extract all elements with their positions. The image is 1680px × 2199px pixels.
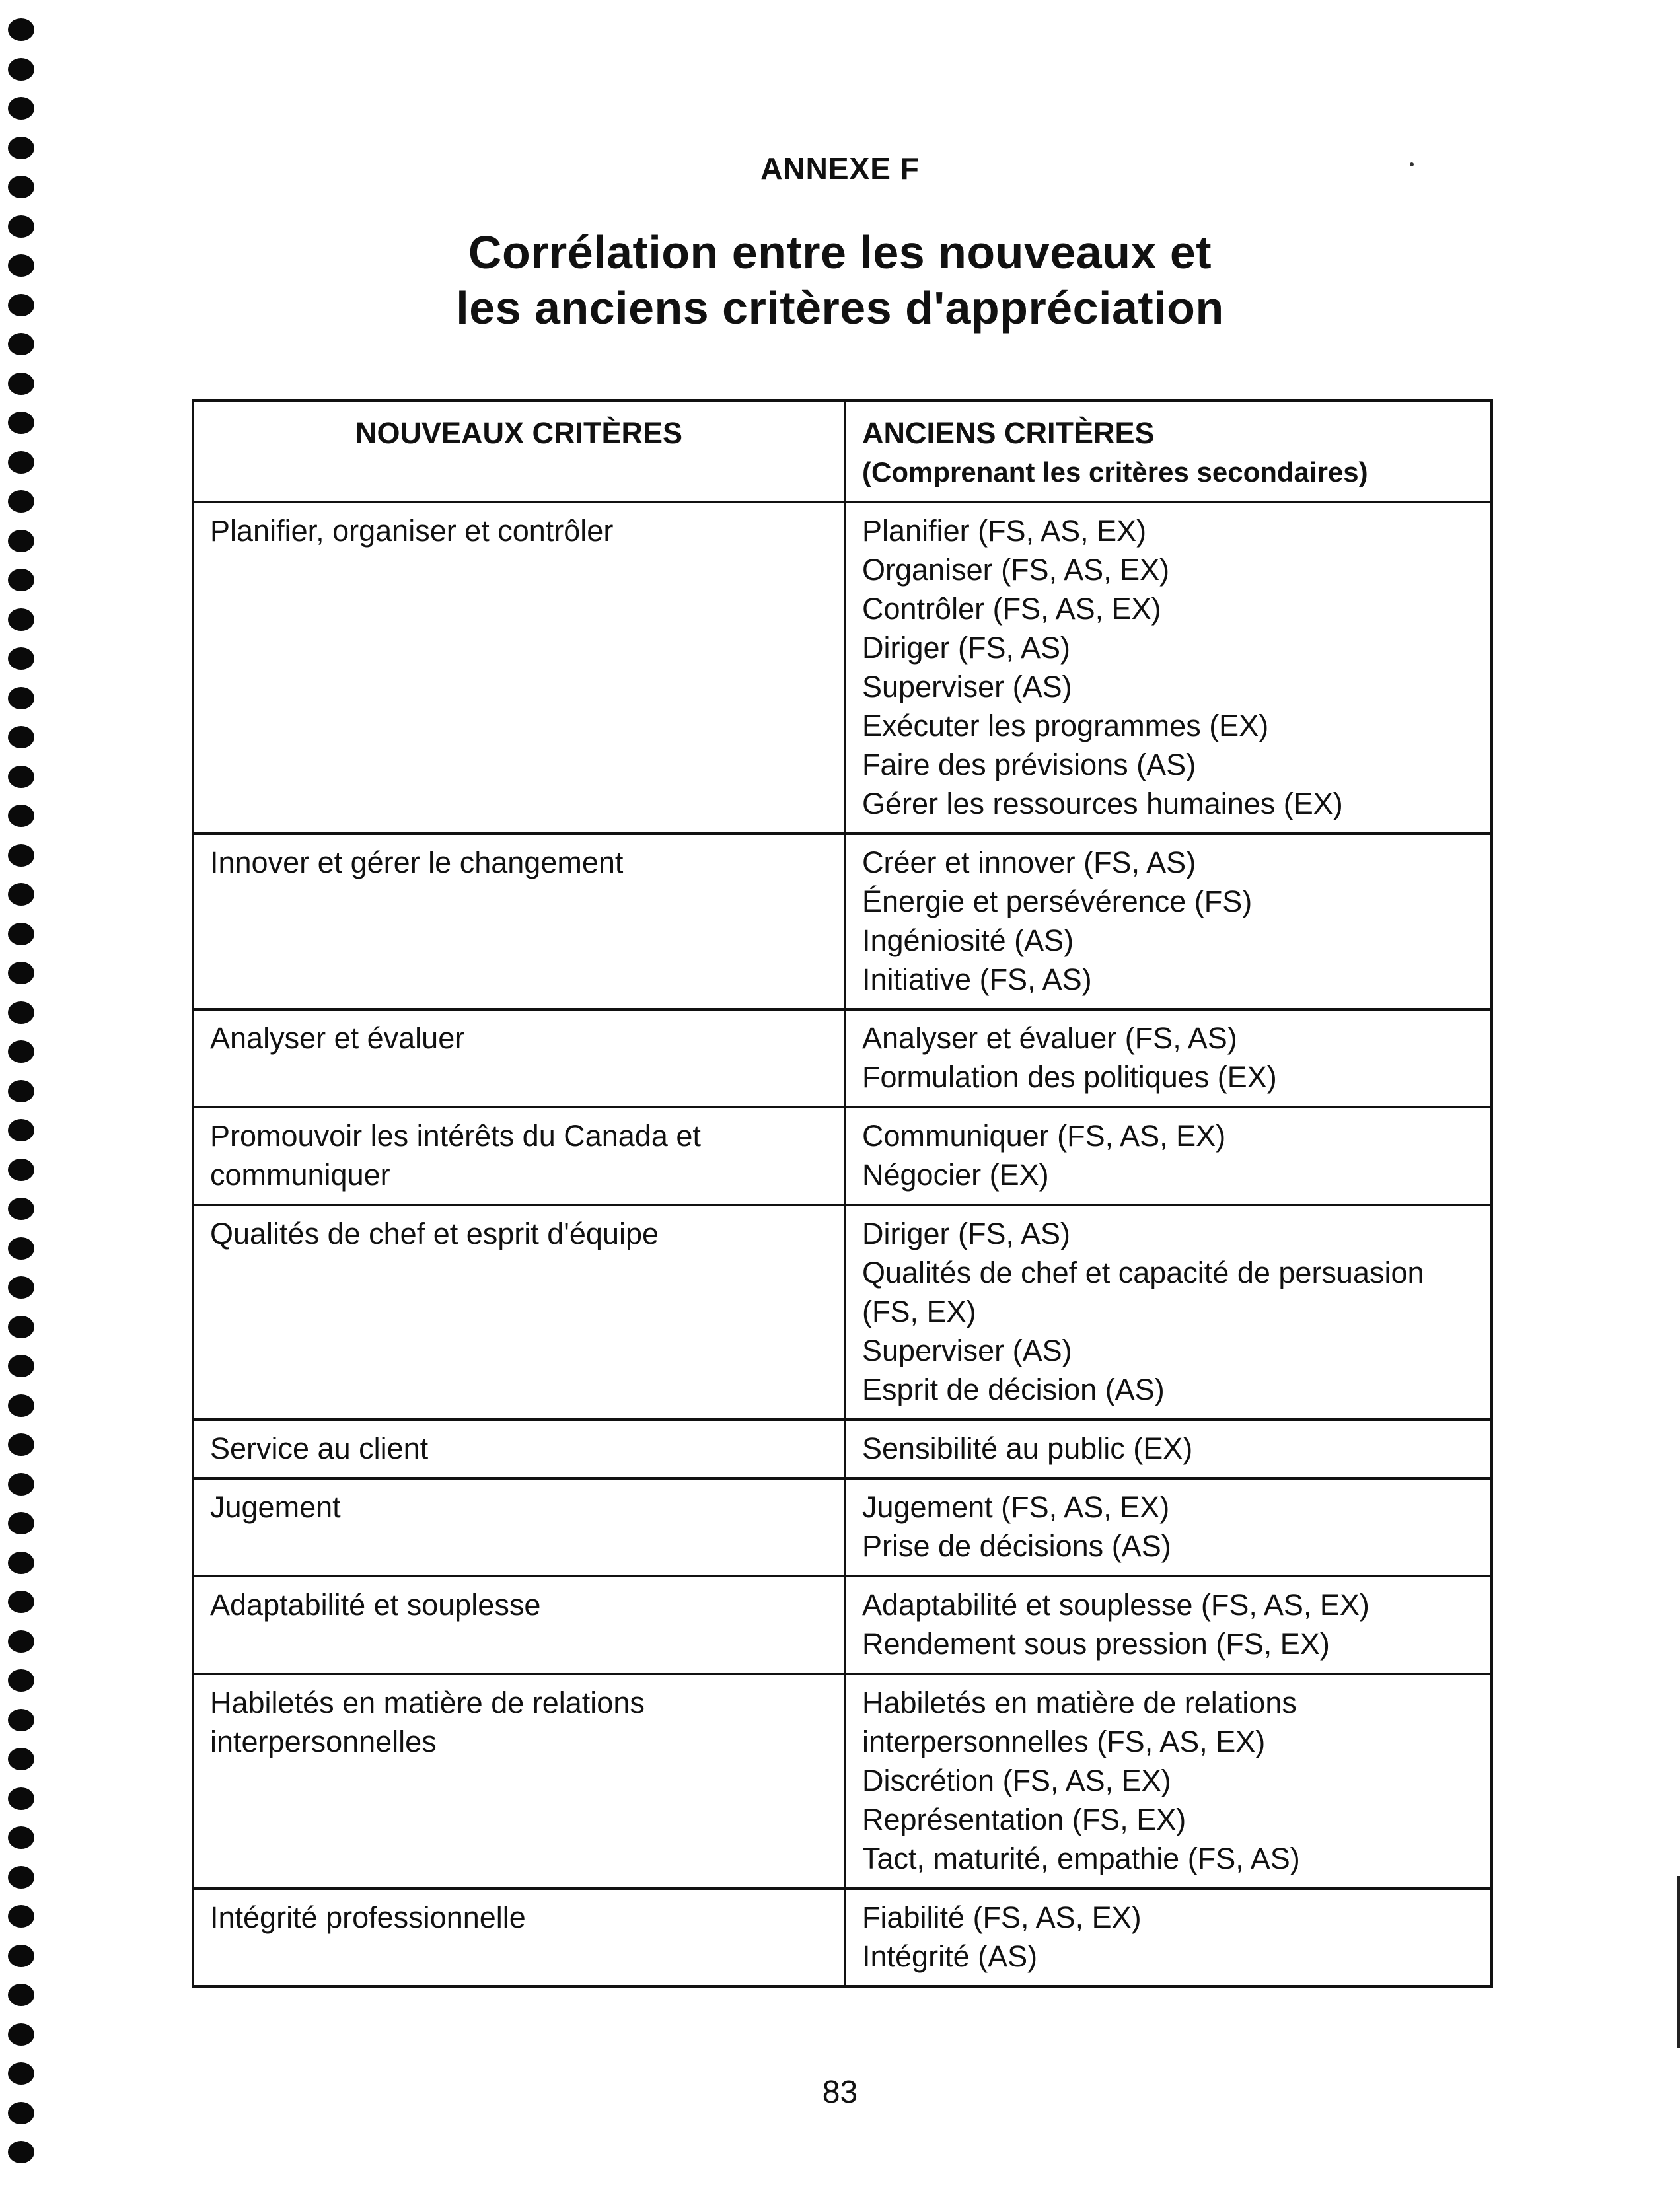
old-criterion-item: Formulation des politiques (EX)	[862, 1060, 1277, 1094]
table-row	[193, 1478, 1492, 1576]
column-header-new-criteria: NOUVEAUX CRITÈRES	[193, 400, 845, 502]
binding-hole	[8, 1905, 34, 1928]
old-criterion-item: Diriger (FS, AS)	[862, 1217, 1071, 1250]
old-criterion-item: Contrôler (FS, AS, EX)	[862, 592, 1161, 626]
binding-hole	[8, 1237, 34, 1260]
old-criteria-cell	[845, 834, 1492, 1009]
binding-hole	[8, 1080, 34, 1102]
table-row	[193, 1420, 1492, 1478]
binding-hole	[8, 333, 34, 355]
old-criteria-cell	[845, 1674, 1492, 1889]
old-criterion-item: Tact, maturité, empathie (FS, AS)	[862, 1842, 1300, 1875]
binding-hole	[8, 1826, 34, 1849]
old-criteria-cell	[845, 1009, 1492, 1107]
table-row	[193, 502, 1492, 834]
old-criteria-cell	[845, 1478, 1492, 1576]
new-criterion-cell: Qualités de chef et esprit d'équipe	[193, 1205, 845, 1420]
binding-hole	[8, 1198, 34, 1220]
annex-label: ANNEXE F	[760, 151, 920, 186]
binding-hole	[8, 2023, 34, 2046]
binding-hole	[8, 58, 34, 81]
binding-hole	[8, 923, 34, 945]
old-criterion-item: Superviser (AS)	[862, 670, 1072, 703]
binding-hole	[8, 1355, 34, 1377]
title-line-2: les anciens critères d'appréciation	[456, 282, 1224, 334]
binding-hole	[8, 608, 34, 631]
column-header-old-title: ANCIENS CRITÈRES	[862, 416, 1155, 450]
old-criterion-item: Jugement (FS, AS, EX)	[862, 1490, 1170, 1524]
binding-hole	[8, 687, 34, 709]
binding-hole	[8, 490, 34, 513]
old-criterion-item: Initiative (FS, AS)	[862, 962, 1092, 996]
old-criterion-item: Qualités de chef et capacité de persuasion (FS, EX)	[862, 1256, 1424, 1328]
old-criterion-item: Négocier (EX)	[862, 1158, 1049, 1192]
binding-hole	[8, 844, 34, 867]
old-criterion-item: Prise de décisions (AS)	[862, 1529, 1171, 1563]
old-criteria-cell	[845, 1889, 1492, 1986]
old-criterion-item: Ingéniosité (AS)	[862, 923, 1074, 957]
new-criterion-cell: Habiletés en matière de relations interpersonnelles	[193, 1674, 845, 1889]
binding-hole	[8, 2141, 34, 2163]
binding-hole	[8, 451, 34, 474]
new-criterion-cell: Innover et gérer le changement	[193, 834, 845, 1009]
old-criterion-item: Discrétion (FS, AS, EX)	[862, 1764, 1171, 1797]
binding-hole	[8, 766, 34, 788]
old-criteria-cell	[845, 1205, 1492, 1420]
table-row	[193, 834, 1492, 1009]
page-number: 83	[822, 2075, 858, 2110]
scan-edge-mark	[1677, 1876, 1680, 2048]
old-criterion-item: Représentation (FS, EX)	[862, 1803, 1187, 1836]
old-criterion-item: Communiquer (FS, AS, EX)	[862, 1119, 1226, 1153]
old-criterion-item: Analyser et évaluer (FS, AS)	[862, 1021, 1237, 1055]
binding-hole	[8, 726, 34, 748]
old-criterion-item: Fiabilité (FS, AS, EX)	[862, 1900, 1142, 1934]
table-row	[193, 1107, 1492, 1205]
column-header-old-criteria	[845, 400, 1492, 502]
spiral-binding	[4, 18, 38, 2192]
old-criterion-item: Planifier (FS, AS, EX)	[862, 514, 1147, 548]
old-criterion-item: Créer et innover (FS, AS)	[862, 846, 1196, 879]
new-criterion-cell: Adaptabilité et souplesse	[193, 1576, 845, 1674]
binding-hole	[8, 1866, 34, 1889]
criteria-correlation-table	[192, 399, 1493, 1988]
old-criterion-item: Diriger (FS, AS)	[862, 631, 1071, 665]
binding-hole	[8, 1945, 34, 1967]
binding-hole	[8, 1630, 34, 1653]
binding-hole	[8, 1040, 34, 1063]
table-row	[193, 1009, 1492, 1107]
binding-hole	[8, 18, 34, 41]
binding-hole	[8, 1748, 34, 1770]
table-row	[193, 1205, 1492, 1420]
old-criterion-item: Sensibilité au public (EX)	[862, 1431, 1193, 1465]
new-criterion-cell: Service au client	[193, 1420, 845, 1478]
binding-hole	[8, 373, 34, 395]
old-criteria-cell	[845, 1107, 1492, 1205]
old-criterion-item: Esprit de décision (AS)	[862, 1373, 1165, 1406]
binding-hole	[8, 1591, 34, 1613]
column-header-old-subtitle: (Comprenant les critères secondaires)	[862, 456, 1368, 487]
binding-hole	[8, 1001, 34, 1024]
old-criterion-item: Exécuter les programmes (EX)	[862, 709, 1269, 742]
binding-hole	[8, 805, 34, 827]
binding-hole	[8, 962, 34, 984]
binding-hole	[8, 97, 34, 120]
old-criterion-item: Rendement sous pression (FS, EX)	[862, 1627, 1330, 1661]
binding-hole	[8, 1709, 34, 1731]
binding-hole	[8, 883, 34, 906]
title-line-1: Corrélation entre les nouveaux et	[468, 227, 1212, 278]
new-criterion-cell: Jugement	[193, 1478, 845, 1576]
binding-hole	[8, 1394, 34, 1417]
old-criterion-item: Gérer les ressources humaines (EX)	[862, 787, 1343, 820]
binding-hole	[8, 530, 34, 552]
old-criterion-item: Superviser (AS)	[862, 1334, 1072, 1367]
binding-hole	[8, 1473, 34, 1496]
binding-hole	[8, 647, 34, 670]
page-title	[0, 225, 1680, 336]
table-header-row	[193, 400, 1492, 502]
binding-hole	[8, 412, 34, 434]
table-body	[193, 502, 1492, 1986]
binding-hole	[8, 1276, 34, 1299]
new-criterion-cell: Intégrité professionnelle	[193, 1889, 845, 1986]
binding-hole	[8, 1552, 34, 1574]
new-criterion-cell: Planifier, organiser et contrôler	[193, 502, 845, 834]
old-criteria-cell	[845, 502, 1492, 834]
old-criteria-cell	[845, 1420, 1492, 1478]
old-criterion-item: Faire des prévisions (AS)	[862, 748, 1196, 781]
table-row	[193, 1674, 1492, 1889]
old-criteria-cell	[845, 1576, 1492, 1674]
old-criterion-item: Adaptabilité et souplesse (FS, AS, EX)	[862, 1588, 1370, 1622]
binding-hole	[8, 1512, 34, 1534]
table-row	[193, 1889, 1492, 1986]
new-criterion-cell: Analyser et évaluer	[193, 1009, 845, 1107]
binding-hole	[8, 1119, 34, 1141]
table-row	[193, 1576, 1492, 1674]
binding-hole	[8, 1669, 34, 1692]
old-criterion-item: Intégrité (AS)	[862, 1939, 1038, 1973]
binding-hole	[8, 1316, 34, 1338]
binding-hole	[8, 1984, 34, 2006]
old-criterion-item: Habiletés en matière de relations interpersonnelles (FS, AS, EX)	[862, 1686, 1297, 1758]
old-criterion-item: Énergie et persévérence (FS)	[862, 884, 1253, 918]
old-criterion-item: Organiser (FS, AS, EX)	[862, 553, 1170, 587]
binding-hole	[8, 1433, 34, 1456]
new-criterion-cell: Promouvoir les intérêts du Canada et communiquer	[193, 1107, 845, 1205]
binding-hole	[8, 1159, 34, 1181]
binding-hole	[8, 569, 34, 591]
binding-hole	[8, 1787, 34, 1810]
